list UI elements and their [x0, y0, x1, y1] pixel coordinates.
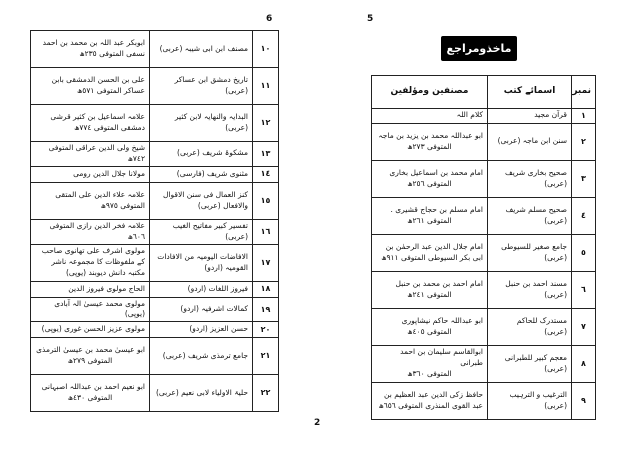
death-year: المتوفی ٤٠٥ھ: [407, 326, 452, 336]
author-cell: [31, 68, 150, 105]
author-name: ابوبکر عبد اللہ بن محمد بن احمد نسفی المتوفی ٢٣٥ھ: [42, 38, 145, 58]
author-name: الحاج مولوی فیروز الدین: [68, 283, 145, 293]
book-title: الافاضات الیومیہ من الافادات القومیہ (اردو): [150, 244, 253, 281]
row-number: ٤: [572, 197, 596, 234]
book-title: تفسیر کبیر مفاتیح الغیب (عربی): [150, 219, 253, 244]
book-title: جامع ترمذی شریف (عربی): [150, 338, 253, 375]
book-title: معجم کبیر للطبرانی (عربی): [488, 345, 572, 382]
row-number: ١٩: [253, 297, 279, 322]
table-row: [31, 375, 279, 412]
table-row: [372, 234, 596, 271]
author-cell: [31, 142, 150, 167]
table-row: [31, 322, 279, 338]
author-cell: [31, 281, 150, 297]
author-name: حافظ زکی الدین عبد العظیم بن عبد القوی المنذری المتوفی ٦٥٦ھ: [378, 389, 483, 410]
author-name: علامہ فخر الدین رازی المتوفی ٦٠٦ھ: [49, 220, 145, 241]
author-cell: [372, 234, 488, 271]
book-title: صحیح مسلم شریف (عربی): [488, 197, 572, 234]
author-cell: [31, 297, 150, 322]
table-row: [31, 166, 279, 182]
author-cell: [372, 345, 488, 382]
death-year: المتوفی ٣٦٠ھ: [407, 369, 452, 379]
table-row: [372, 345, 596, 382]
death-year: المتوفی ٤٣٠ھ: [67, 393, 113, 403]
author-name: ابو نعیم احمد بن عبداللہ اصبہانی: [41, 382, 145, 392]
row-number: ٢١: [253, 338, 279, 375]
book-title: مصنف ابن ابی شیبہ (عربی): [150, 31, 253, 68]
header-author: مصنفین ومؤلفین: [372, 76, 488, 109]
author-name: امام مسلم بن حجاج قشیری .: [390, 204, 483, 214]
table-header-row: [372, 76, 596, 109]
page-number-bottom: 2: [314, 418, 321, 428]
row-number: ٣: [572, 160, 596, 197]
book-title: کمالات اشرفیہ (اردو): [150, 297, 253, 322]
row-number: ١١: [253, 68, 279, 105]
author-cell: [372, 109, 488, 124]
author-cell: [31, 338, 150, 375]
table-row: [372, 123, 596, 160]
author-cell: [372, 123, 488, 160]
header-number: نمبر: [572, 76, 596, 109]
death-year: المتوفی ٢٤١ھ: [407, 289, 452, 299]
author-name: مولوی اشرف علی تھانوی صاحب کے ملفوظات کا مجموعہ ناشر مکتبہ دانش دیوبند (یوپی): [41, 246, 145, 277]
death-year: المتوفی ٢٧٣ھ: [407, 141, 452, 151]
book-title: حسن العزیز (اردو): [150, 322, 253, 338]
row-number: ٥: [572, 234, 596, 271]
row-number: ١٣: [253, 142, 279, 167]
table-row: [372, 308, 596, 345]
author-cell: [31, 166, 150, 182]
row-number: ١٠: [253, 31, 279, 68]
author-cell: [31, 322, 150, 338]
table-row: [31, 31, 279, 68]
author-name: علامہ اسماعیل بن کثیر قرشی دمشقی المتوفی ٧٧٤ھ: [50, 112, 145, 132]
table-row: [31, 281, 279, 297]
row-number: ٢: [572, 123, 596, 160]
table-row: [372, 197, 596, 234]
death-year: المتوفی ٢٥٦ھ: [407, 178, 452, 188]
table-row: [31, 105, 279, 142]
book-title: جامع صغیر للسیوطی (عربی): [488, 234, 572, 271]
author-cell: [31, 31, 150, 68]
table-row: [31, 244, 279, 281]
row-number: ١: [572, 109, 596, 124]
row-number: ١٦: [253, 219, 279, 244]
author-cell: [372, 197, 488, 234]
references-table-left: [30, 30, 279, 412]
author-name: علی بن الحسن الدمشقی بابن عساکر المتوفی ٥٧١ھ: [51, 75, 145, 95]
row-number: ١٧: [253, 244, 279, 281]
book-title: الترغیب و الترہیب (عربی): [488, 382, 572, 419]
book-title: قرآن مجید: [488, 109, 572, 124]
book-title: مستدرک للحاکم (عربی): [488, 308, 572, 345]
author-cell: [372, 160, 488, 197]
book-title: مسند احمد بن حنبل (عربی): [488, 271, 572, 308]
references-banner: ماخذومراجع: [441, 36, 517, 61]
author-name: ابو عیسیٰ محمد بن عیسیٰ الترمذی: [36, 345, 145, 355]
author-name: مولوی محمد عیسیٰ الہ آبادی (یوپی): [54, 298, 145, 319]
author-name: علامہ علاء الدین علی المتقی المتوفی ٩٧٥ھ: [55, 189, 145, 210]
row-number: ١٨: [253, 281, 279, 297]
author-name: شیخ ولی الدین عراقی المتوفی ٧٤٢ھ: [48, 143, 145, 163]
author-cell: [372, 271, 488, 308]
table-row: [372, 271, 596, 308]
book-title: مثنوی شریف (فارسی): [150, 166, 253, 182]
author-name: امام جلال الدین عبد الرحمٰن بن ابی بکر السیوطی المتوفی ٩١١ھ: [381, 241, 483, 262]
author-cell: [31, 182, 150, 219]
book-title: کنز العمال فی سنن الاقوال والافعال (عربی): [150, 182, 253, 219]
author-cell: [372, 382, 488, 419]
author-cell: [31, 105, 150, 142]
row-number: ١٥: [253, 182, 279, 219]
table-row: [31, 142, 279, 167]
header-book: اسمائے کتب: [488, 76, 572, 109]
author-name: امام احمد بن محمد بن حنبل: [395, 278, 483, 288]
table-row: [31, 182, 279, 219]
table-row: [31, 68, 279, 105]
page-number-right: 5: [367, 14, 374, 24]
row-number: ١٤: [253, 166, 279, 182]
book-title: مشکوۃ شریف (عربی): [150, 142, 253, 167]
author-name: ابوالقاسم سلیمان بن احمد طبرانی: [400, 347, 483, 368]
book-title: سنن ابن ماجہ (عربی): [488, 123, 572, 160]
author-cell: [31, 219, 150, 244]
author-cell: [372, 308, 488, 345]
death-year: المتوفی ٢٦١ھ: [407, 215, 452, 225]
book-title: البدایہ والنھایہ لابن کثیر (عربی): [150, 105, 253, 142]
book-title: صحیح بخاری شریف (عربی): [488, 160, 572, 197]
author-name: ابو عبداللہ حاکم نیشاپوری: [401, 315, 483, 325]
table-row: [372, 109, 596, 124]
table-row: [372, 160, 596, 197]
row-number: ٩: [572, 382, 596, 419]
page-number-left: 6: [266, 14, 273, 24]
row-number: ٢٠: [253, 322, 279, 338]
row-number: ٢٢: [253, 375, 279, 412]
author-name: مولوی عزیز الحسن غوری (یوپی): [41, 324, 145, 334]
table-row: [31, 219, 279, 244]
book-title: حلیۃ الاولیاء لابی نعیم (عربی): [150, 375, 253, 412]
table-row: [31, 297, 279, 322]
row-number: ١٢: [253, 105, 279, 142]
author-cell: [31, 244, 150, 281]
table-row: [31, 338, 279, 375]
row-number: ٦: [572, 271, 596, 308]
death-year: المتوفی ٢٧٩ھ: [67, 356, 113, 366]
author-name: ابو عبداللہ محمد بن یزید بن ماجہ: [378, 130, 483, 140]
author-cell: [31, 375, 150, 412]
author-name: امام محمد بن اسماعیل بخاری: [389, 167, 483, 177]
author-name: کلام اللہ: [456, 110, 483, 120]
book-title: فیروز اللغات (اردو): [150, 281, 253, 297]
row-number: ٧: [572, 308, 596, 345]
row-number: ٨: [572, 345, 596, 382]
references-table-right: [371, 75, 596, 420]
author-name: مولانا جلال الدین رومی: [73, 168, 145, 178]
table-row: [372, 382, 596, 419]
book-title: تاریخ دمشق ابن عساکر (عربی): [150, 68, 253, 105]
